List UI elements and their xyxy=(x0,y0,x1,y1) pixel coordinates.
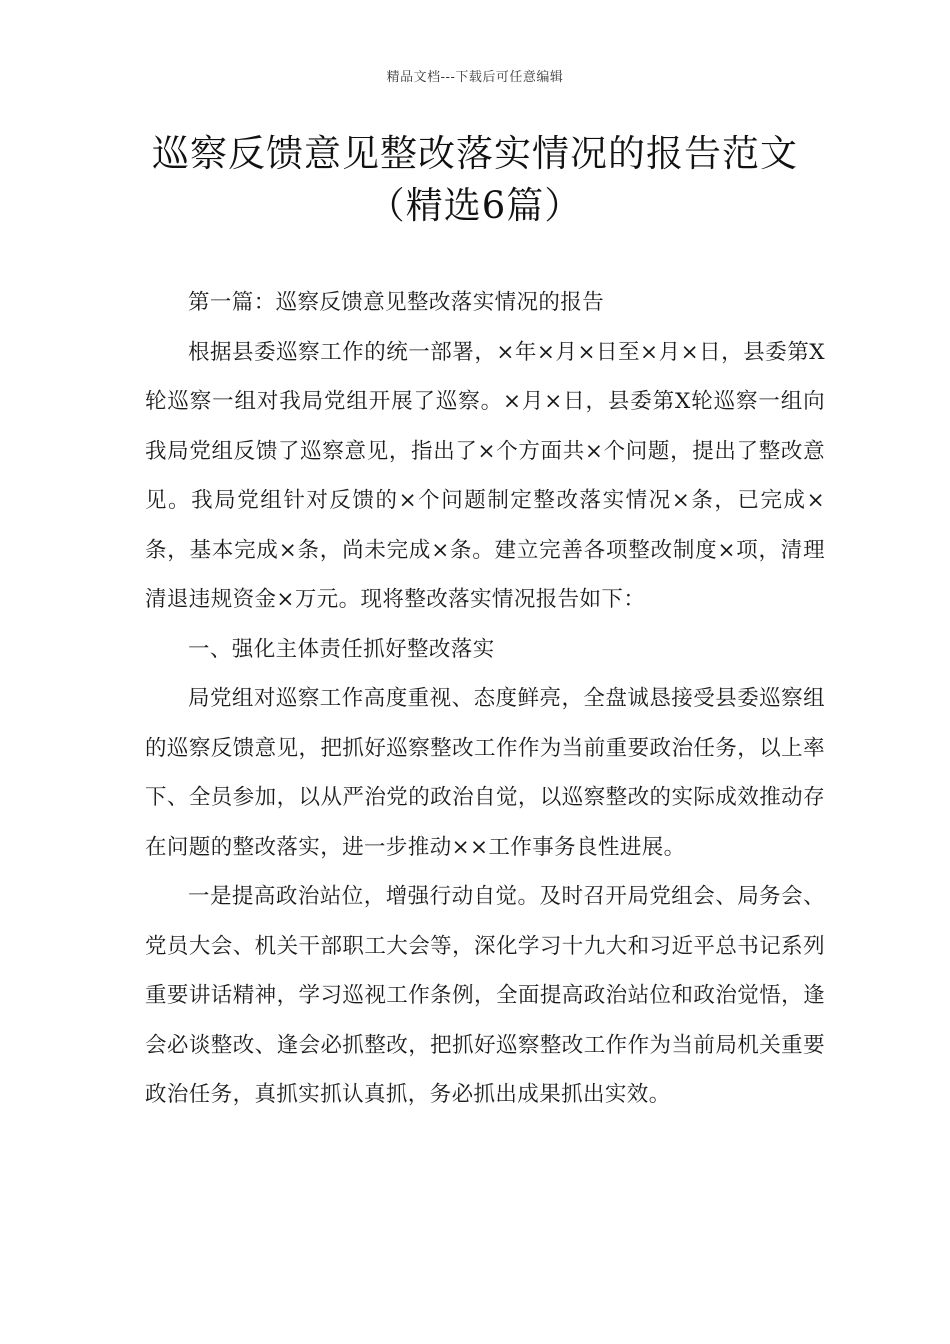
section-heading-1: 一、强化主体责任抓好整改落实 xyxy=(188,636,495,662)
title-line-2: （精选6篇） xyxy=(367,184,583,227)
document-body xyxy=(145,278,825,1120)
paragraph-point-1: 一是提高政治站位，增强行动自觉。及时召开局党组会、局务会、党员大会、机关干部职工大会等，深化学习十九大和习近平总书记系列重要讲话精神，学习巡视工作条例，全面提高政治站位和政治觉悟，逢会必谈整改、逢会必抓整改，把抓好巡察整改工作作为当前局机关重要政治任务，真抓实抓认真抓，务必抓出成果抓出实效。 xyxy=(145,884,825,1107)
document-title xyxy=(0,128,950,232)
paragraph-responsibility: 局党组对巡察工作高度重视、态度鲜亮，全盘诚恳接受县委巡察组的巡察反馈意见，把抓好巡察整改工作作为当前重要政治任务，以上率下、全员参加，以从严治党的政治自觉，以巡察整改的实际成效推动存在问题的整改落实，进一步推动××工作事务良性进展。 xyxy=(145,686,825,860)
page-header-watermark: 精品文档---下载后可任意编辑 xyxy=(386,70,564,85)
title-line-1: 巡察反馈意见整改落实情况的报告范文 xyxy=(152,132,798,175)
paragraph-intro: 根据县委巡察工作的统一部署，×年×月×日至×月×日，县委第X轮巡察一组对我局党组开展了巡察。×月×日，县委第X轮巡察一组向我局党组反馈了巡察意见，指出了×个方面共×个问题，提出了整改意见。我局党组针对反馈的×个问题制定整改落实情况×条，已完成×条，基本完成×条，尚未完成×条。建立完善各项整改制度×项，清理清退违规资金×万元。现将整改落实情况报告如下： xyxy=(145,339,825,612)
section-heading-chapter-1: 第一篇：巡察反馈意见整改落实情况的报告 xyxy=(188,290,605,315)
